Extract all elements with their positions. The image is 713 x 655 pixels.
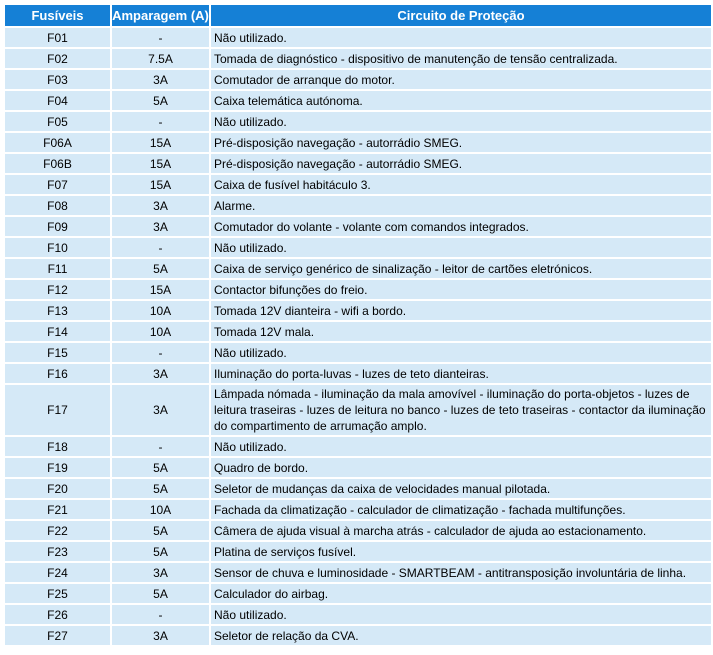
amperage-cell: - [112, 238, 209, 257]
fuse-cell: F09 [5, 217, 110, 236]
amperage-cell: 3A [112, 196, 209, 215]
amperage-cell: - [112, 112, 209, 131]
circuit-cell: Alarme. [211, 196, 711, 215]
circuit-cell: Iluminação do porta-luvas - luzes de teto dianteiras. [211, 364, 711, 383]
circuit-cell: Câmera de ajuda visual à marcha atrás - calculador de ajuda ao estacionamento. [211, 521, 711, 540]
table-row [5, 91, 711, 110]
table-row [5, 112, 711, 131]
circuit-cell: Tomada de diagnóstico - dispositivo de manutenção de tensão centralizada. [211, 49, 711, 68]
table-row [5, 563, 711, 582]
fuse-cell: F03 [5, 70, 110, 89]
fuse-cell: F20 [5, 479, 110, 498]
circuit-cell: Não utilizado. [211, 112, 711, 131]
circuit-cell: Seletor de mudanças da caixa de velocidades manual pilotada. [211, 479, 711, 498]
circuit-cell: Não utilizado. [211, 238, 711, 257]
amperage-cell: 3A [112, 364, 209, 383]
fuse-cell: F22 [5, 521, 110, 540]
header-fuse: Fusíveis [5, 5, 110, 26]
table-row [5, 28, 711, 47]
amperage-cell: 15A [112, 133, 209, 152]
fuse-cell: F26 [5, 605, 110, 624]
table-row [5, 343, 711, 362]
circuit-cell: Pré-disposição navegação - autorrádio SMEG. [211, 154, 711, 173]
amperage-cell: 5A [112, 91, 209, 110]
amperage-cell: 5A [112, 542, 209, 561]
amperage-cell: - [112, 28, 209, 47]
fuse-cell: F21 [5, 500, 110, 519]
fuse-cell: F17 [5, 385, 110, 435]
fuse-cell: F23 [5, 542, 110, 561]
table-row [5, 584, 711, 603]
circuit-cell: Fachada da climatização - calculador de climatização - fachada multifunções. [211, 500, 711, 519]
table-row [5, 479, 711, 498]
table-row [5, 217, 711, 236]
amperage-cell: 3A [112, 626, 209, 645]
fuse-cell: F14 [5, 322, 110, 341]
circuit-cell: Platina de serviços fusível. [211, 542, 711, 561]
amperage-cell: - [112, 605, 209, 624]
header-amperage: Amparagem (A) [112, 5, 209, 26]
table-row [5, 458, 711, 477]
fuse-cell: F27 [5, 626, 110, 645]
fuse-cell: F07 [5, 175, 110, 194]
fuse-cell: F02 [5, 49, 110, 68]
fuse-cell: F25 [5, 584, 110, 603]
table-row [5, 301, 711, 320]
circuit-cell: Calculador do airbag. [211, 584, 711, 603]
fuse-cell: F10 [5, 238, 110, 257]
table-row [5, 259, 711, 278]
table-row [5, 521, 711, 540]
circuit-cell: Não utilizado. [211, 605, 711, 624]
fuse-table [3, 3, 713, 647]
table-row [5, 133, 711, 152]
circuit-cell: Caixa de serviço genérico de sinalização - leitor de cartões eletrónicos. [211, 259, 711, 278]
fuse-cell: F01 [5, 28, 110, 47]
amperage-cell: 15A [112, 175, 209, 194]
fuse-cell: F15 [5, 343, 110, 362]
amperage-cell: 3A [112, 563, 209, 582]
table-row [5, 500, 711, 519]
amperage-cell: 3A [112, 217, 209, 236]
amperage-cell: 5A [112, 521, 209, 540]
fuse-cell: F16 [5, 364, 110, 383]
table-row [5, 605, 711, 624]
table-row [5, 49, 711, 68]
table-row [5, 542, 711, 561]
fuse-cell: F13 [5, 301, 110, 320]
circuit-cell: Pré-disposição navegação - autorrádio SMEG. [211, 133, 711, 152]
fuse-cell: F18 [5, 437, 110, 456]
amperage-cell: 5A [112, 584, 209, 603]
circuit-cell: Seletor de relação da CVA. [211, 626, 711, 645]
amperage-cell: 15A [112, 280, 209, 299]
amperage-cell: 5A [112, 479, 209, 498]
fuse-cell: F06A [5, 133, 110, 152]
table-body [5, 28, 711, 645]
amperage-cell: - [112, 437, 209, 456]
table-row [5, 322, 711, 341]
header-circuit: Circuito de Proteção [211, 5, 711, 26]
table-row [5, 437, 711, 456]
fuse-cell: F24 [5, 563, 110, 582]
amperage-cell: - [112, 343, 209, 362]
amperage-cell: 5A [112, 458, 209, 477]
amperage-cell: 3A [112, 385, 209, 435]
table-row [5, 238, 711, 257]
circuit-cell: Comutador do volante - volante com comandos integrados. [211, 217, 711, 236]
circuit-cell: Lâmpada nómada - iluminação da mala amovível - iluminação do porta-objetos - luzes de leitura traseiras - luzes de leitura no banco - luzes de teto traseiras - contactor da iluminação do compartimento de arrumação amplo. [211, 385, 711, 435]
amperage-cell: 10A [112, 500, 209, 519]
fuse-cell: F08 [5, 196, 110, 215]
table-row [5, 385, 711, 435]
amperage-cell: 15A [112, 154, 209, 173]
table-row [5, 70, 711, 89]
amperage-cell: 10A [112, 322, 209, 341]
fuse-cell: F04 [5, 91, 110, 110]
table-row [5, 154, 711, 173]
fuse-cell: F05 [5, 112, 110, 131]
circuit-cell: Não utilizado. [211, 343, 711, 362]
fuse-cell: F12 [5, 280, 110, 299]
table-row [5, 280, 711, 299]
table-row [5, 364, 711, 383]
circuit-cell: Caixa telemática autónoma. [211, 91, 711, 110]
circuit-cell: Não utilizado. [211, 437, 711, 456]
amperage-cell: 10A [112, 301, 209, 320]
circuit-cell: Não utilizado. [211, 28, 711, 47]
amperage-cell: 3A [112, 70, 209, 89]
table-row [5, 196, 711, 215]
circuit-cell: Tomada 12V mala. [211, 322, 711, 341]
circuit-cell: Quadro de bordo. [211, 458, 711, 477]
table-row [5, 626, 711, 645]
fuse-cell: F19 [5, 458, 110, 477]
circuit-cell: Contactor bifunções do freio. [211, 280, 711, 299]
circuit-cell: Caixa de fusível habitáculo 3. [211, 175, 711, 194]
fuse-cell: F06B [5, 154, 110, 173]
fuse-cell: F11 [5, 259, 110, 278]
amperage-cell: 7.5A [112, 49, 209, 68]
header-row [5, 5, 711, 26]
circuit-cell: Comutador de arranque do motor. [211, 70, 711, 89]
circuit-cell: Tomada 12V dianteira - wifi a bordo. [211, 301, 711, 320]
amperage-cell: 5A [112, 259, 209, 278]
table-row [5, 175, 711, 194]
circuit-cell: Sensor de chuva e luminosidade - SMARTBEAM - antitransposição involuntária de linha. [211, 563, 711, 582]
